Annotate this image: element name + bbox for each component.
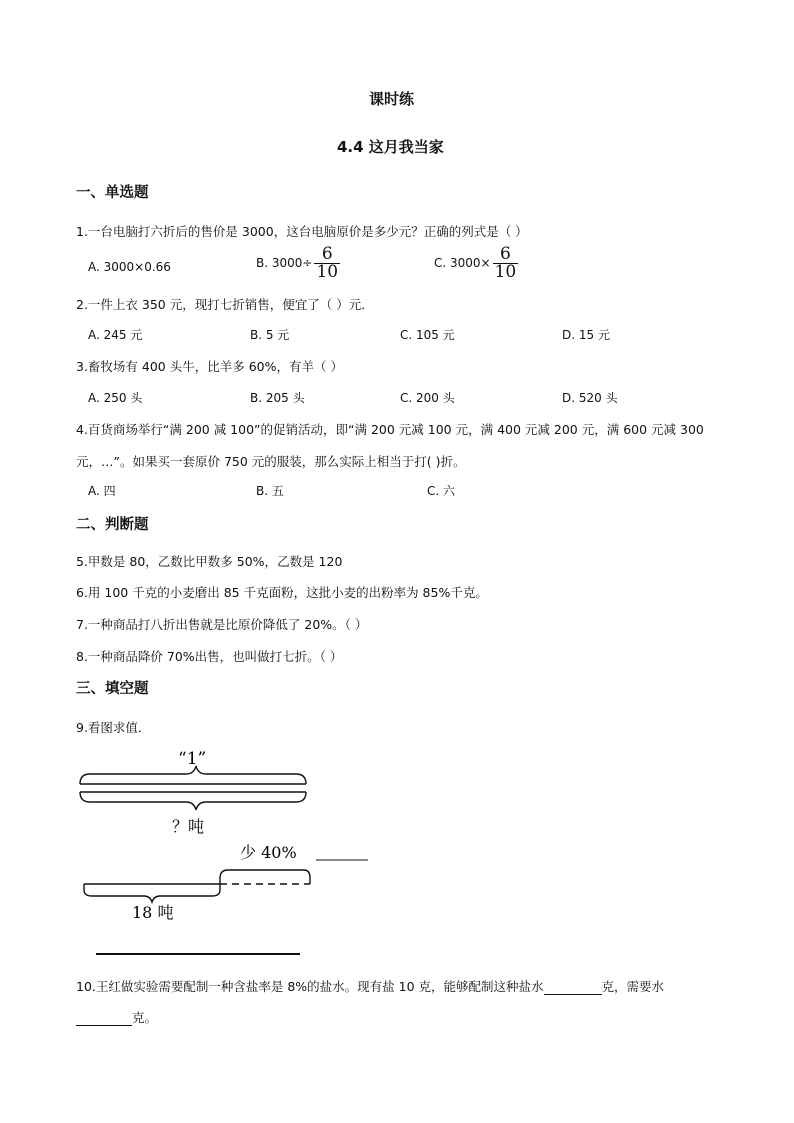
label-one: “1” (178, 749, 207, 769)
question-1-option-b (256, 246, 340, 281)
fraction-denominator: 10 (316, 262, 339, 282)
question-1-text: 1.一台电脑打六折后的售价是 3000，这台电脑原价是多少元？正确的列式是（ ） (76, 224, 528, 239)
question-2-option-c: C. 105 元 (400, 328, 455, 342)
question-8-text: 8.一种商品降价 70%出售，也叫做打七折。（ ） (76, 649, 343, 664)
page-subtitle: 4.4 这月我当家 (337, 138, 444, 156)
question-3-option-b: B. 205 头 (250, 391, 305, 405)
dashed-segment (220, 870, 310, 884)
label-known-tons: 18 吨 (132, 903, 174, 922)
bottom-brace (80, 792, 306, 810)
fraction (314, 246, 340, 281)
question-3-option-c: C. 200 头 (400, 391, 455, 405)
fraction-numerator: 6 (500, 244, 511, 264)
section-heading-single-choice: 一、单选题 (76, 185, 149, 201)
water-answer-blank[interactable] (76, 1010, 132, 1026)
section-heading-fill-blank: 三、填空题 (76, 681, 149, 697)
question-10-line-1 (76, 977, 664, 995)
question-6-text: 6.用 100 千克的小麦磨出 85 千克面粉，这批小麦的出粉率为 85%千克。 (76, 585, 488, 600)
question-9-diagram (70, 740, 390, 960)
question-1-option-c (434, 246, 518, 281)
question-3-text: 3.畜牧场有 400 头牛，比羊多 60%，有羊（ ） (76, 359, 343, 374)
question-5-text: 5.甲数是 80，乙数比甲数多 50%，乙数是 120 (76, 554, 343, 569)
fraction-denominator: 10 (494, 262, 517, 282)
label-unknown-tons: ？吨 (172, 817, 205, 836)
known-segment (84, 884, 220, 902)
salt-water-answer-blank[interactable] (544, 979, 602, 995)
option-c-prefix: C. 3000× (434, 256, 491, 270)
question-4-line-1: 4.百货商场举行“满 200 减 100”的促销活动，即“满 200 元减 100 元，满 400 元减 200 元，满 600 元减 300 (76, 422, 704, 437)
question-9-text: 9.看图求值． (76, 720, 151, 735)
question-2-option-a: A. 245 元 (88, 328, 143, 342)
double-bar (80, 784, 306, 792)
question-2-option-b: B. 5 元 (250, 328, 290, 342)
section-heading-true-false: 二、判断题 (76, 517, 149, 533)
question-10-text-part-3: 克。 (132, 1010, 158, 1025)
question-4-line-2: 元，…”。如果买一套原价 750 元的服装，那么实际上相当于打( )折。 (76, 454, 466, 469)
question-2-text: 2.一件上衣 350 元，现打七折销售，便宜了（ ）元． (76, 297, 374, 312)
fraction-numerator: 6 (321, 244, 333, 264)
question-10-line-2 (76, 1008, 157, 1026)
question-3-option-d: D. 520 头 (562, 391, 618, 405)
question-1-option-a: A. 3000×0.66 (88, 260, 171, 274)
question-3-option-a: A. 250 头 (88, 391, 143, 405)
fraction (493, 246, 519, 281)
option-b-prefix: B. 3000÷ (256, 256, 313, 270)
question-4-option-c: C. 六 (427, 484, 456, 498)
question-4-option-a: A. 四 (88, 484, 116, 498)
page-title: 课时练 (369, 90, 415, 108)
question-10-text-part-2: 克，需要水 (601, 979, 665, 994)
question-10-text-part-1: 10.王红做实验需要配制一种含盐率是 8%的盐水。现有盐 10 克，能够配制这种盐水 (76, 979, 544, 994)
label-less-percent: 少 40% (240, 843, 297, 862)
question-2-option-d: D. 15 元 (562, 328, 610, 342)
question-4-option-b: B. 五 (256, 484, 284, 498)
question-7-text: 7.一种商品打八折出售就是比原价降低了 20%。（ ） (76, 617, 368, 632)
